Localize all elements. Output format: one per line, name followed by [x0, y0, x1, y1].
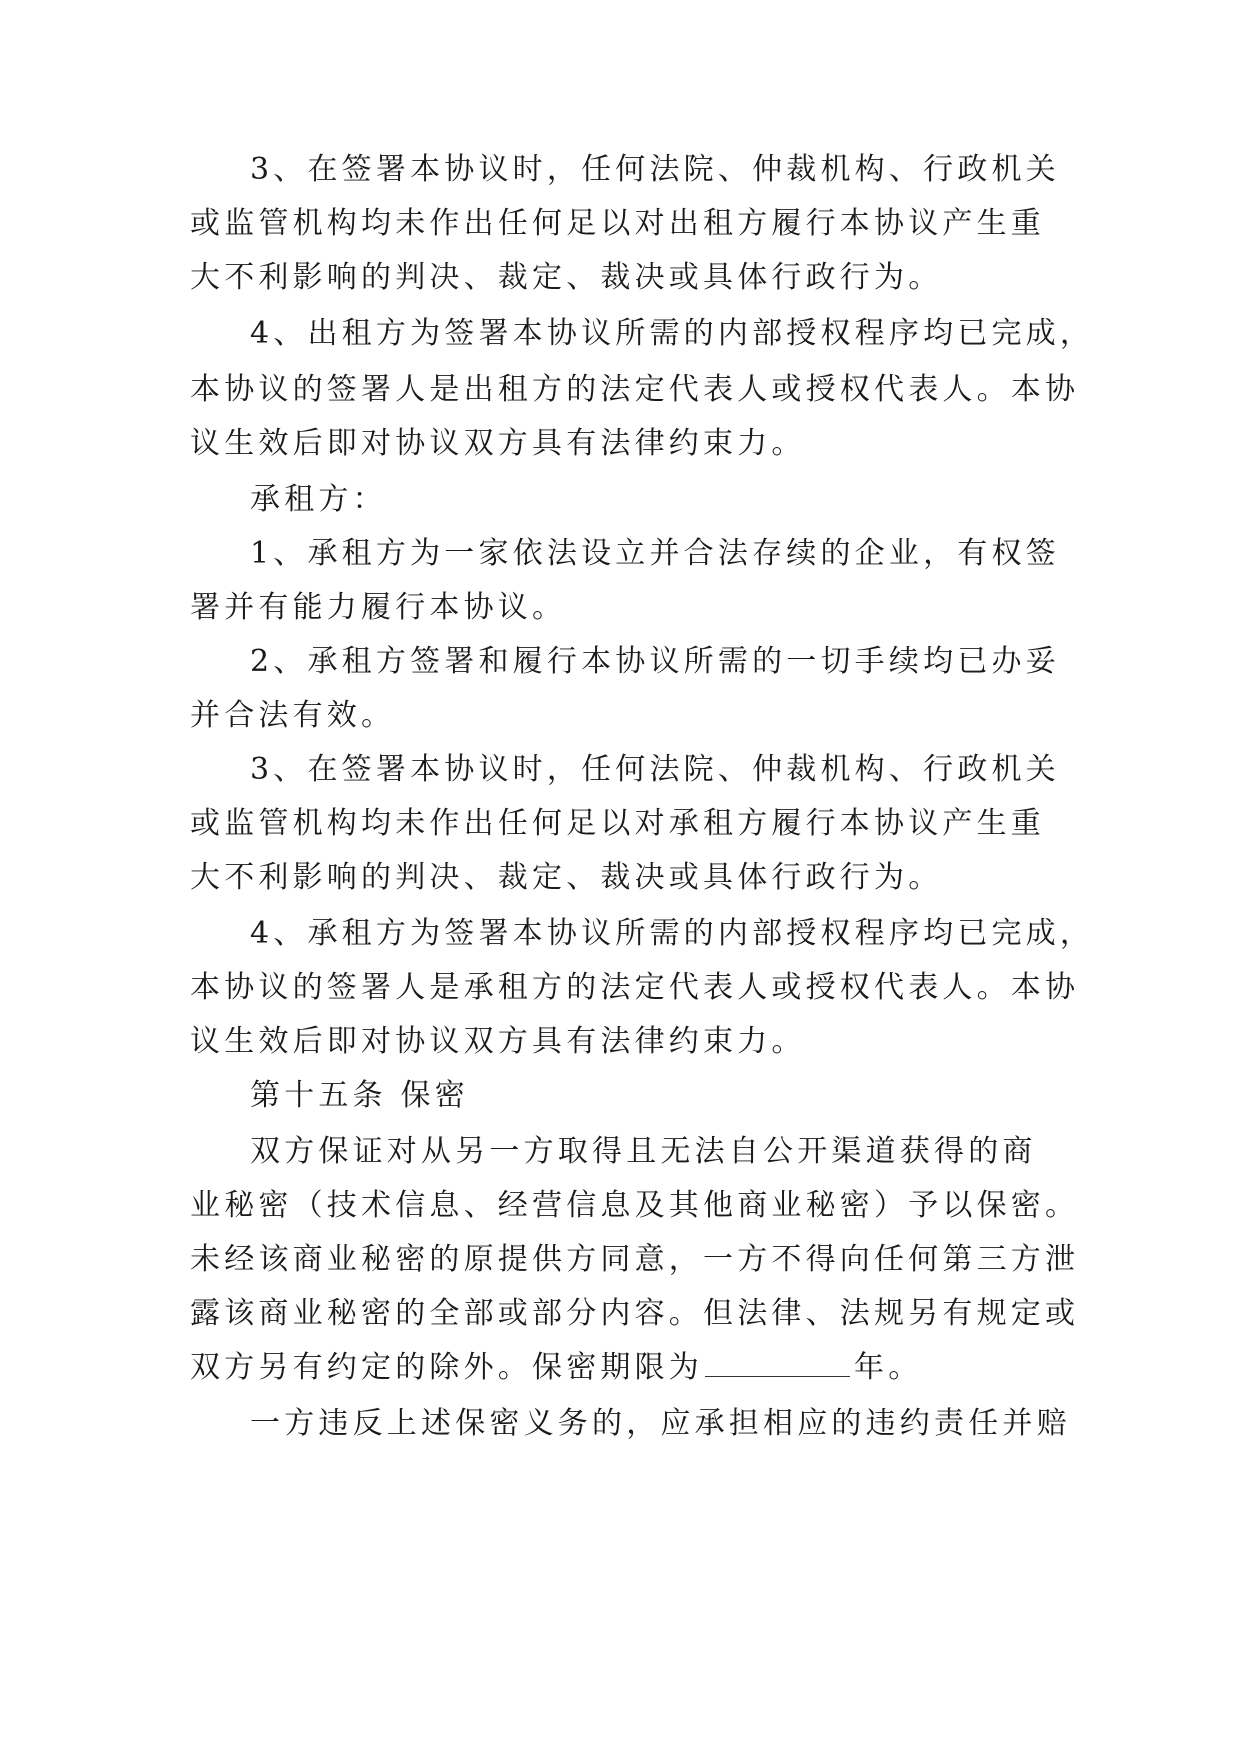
- paragraph-line: 议生效后即对协议双方具有法律约束力。: [190, 1024, 806, 1059]
- paragraph-line: 4、出租方为签署本协议所需的内部授权程序均已完成，: [250, 316, 1095, 351]
- paragraph-line: 议生效后即对协议双方具有法律约束力。: [190, 426, 806, 461]
- section-heading: 承租方：: [250, 482, 387, 517]
- paragraph-line: 3、在签署本协议时，任何法院、仲裁机构、行政机关: [250, 752, 1060, 787]
- paragraph-line: 大不利影响的判决、裁定、裁决或具体行政行为。: [190, 860, 943, 895]
- paragraph-line: 并合法有效。: [190, 698, 396, 733]
- confidentiality-period-text: 双方另有约定的除外。保密期限为: [190, 1350, 703, 1385]
- paragraph-line-with-blank: [190, 1348, 1050, 1388]
- article-heading: 第十五条 保密: [250, 1078, 469, 1113]
- paragraph-line: 本协议的签署人是承租方的法定代表人或授权代表人。本协: [190, 970, 1080, 1005]
- paragraph-line: 本协议的签署人是出租方的法定代表人或授权代表人。本协: [190, 372, 1080, 407]
- confidentiality-period-blank: [705, 1350, 850, 1377]
- paragraph-line: 4、承租方为签署本协议所需的内部授权程序均已完成，: [250, 916, 1095, 951]
- paragraph-line: 业秘密（技术信息、经营信息及其他商业秘密）予以保密。: [190, 1188, 1080, 1223]
- year-suffix: 年。: [854, 1350, 923, 1385]
- paragraph-line: 双方保证对从另一方取得且无法自公开渠道获得的商: [250, 1134, 1037, 1169]
- paragraph-line: 1、承租方为一家依法设立并合法存续的企业，有权签: [250, 536, 1060, 571]
- paragraph-line: 3、在签署本协议时，任何法院、仲裁机构、行政机关: [250, 152, 1060, 187]
- paragraph-line: 一方违反上述保密义务的，应承担相应的违约责任并赔: [250, 1406, 1071, 1441]
- paragraph-line: 2、承租方签署和履行本协议所需的一切手续均已办妥: [250, 644, 1060, 679]
- paragraph-line: 或监管机构均未作出任何足以对承租方履行本协议产生重: [190, 806, 1045, 841]
- paragraph-line: 或监管机构均未作出任何足以对出租方履行本协议产生重: [190, 206, 1045, 241]
- paragraph-line: 未经该商业秘密的原提供方同意，一方不得向任何第三方泄: [190, 1242, 1080, 1277]
- paragraph-line: 露该商业秘密的全部或部分内容。但法律、法规另有规定或: [190, 1296, 1080, 1331]
- paragraph-line: 大不利影响的判决、裁定、裁决或具体行政行为。: [190, 260, 943, 295]
- paragraph-line: 署并有能力履行本协议。: [190, 590, 567, 625]
